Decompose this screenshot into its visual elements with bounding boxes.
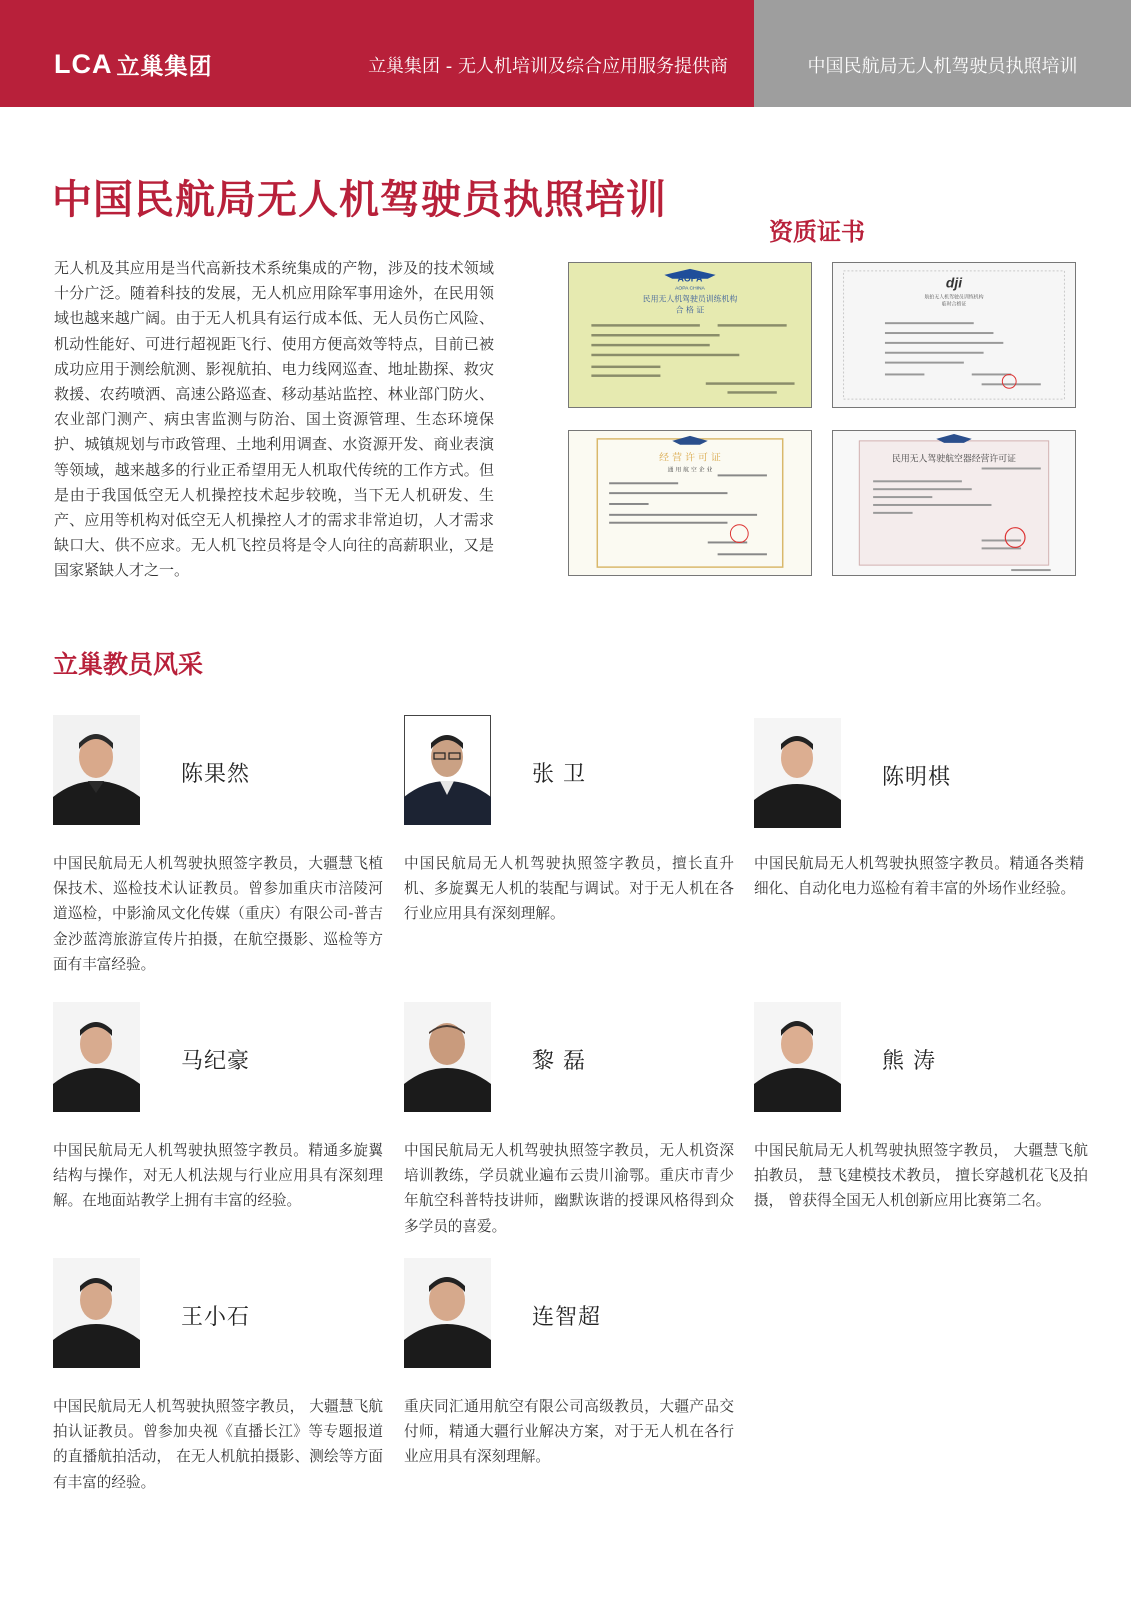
- instructor-photo: [404, 715, 491, 825]
- cert-logo: dji: [945, 275, 963, 291]
- instructor-photo: [404, 1258, 491, 1368]
- instructor-name: 陈果然: [181, 762, 251, 787]
- instructor-description: 中国民航局无人机驾驶执照签字教员，无人机资深培训教练，学员就业遍布云贵川渝鄂。重庆市青少年航空科普特技讲师，幽默诙谐的授课风格得到众多学员的喜爱。: [404, 1142, 734, 1235]
- instructor-photo: [53, 715, 140, 825]
- header-red-band: [0, 0, 754, 107]
- header-tagline: 立巢集团 - 无人机培训及综合应用服务提供商: [368, 56, 728, 77]
- instructor-name: 熊 涛: [882, 1049, 936, 1074]
- cert-subtitle: 临时合格证: [941, 301, 967, 308]
- logo-cn-text: 立巢集团: [116, 54, 213, 80]
- certificate-dji: [832, 262, 1076, 408]
- header-right-title: 中国民航局无人机驾驶员执照培训: [807, 56, 1078, 77]
- instructor-description: 重庆同汇通用航空有限公司高级教员，大疆产品交付师，精通大疆行业解决方案，对于无人机在各行业应用具有深刻理解。: [404, 1398, 734, 1466]
- intro-paragraph: 无人机及其应用是当代高新技术系统集成的产物，涉及的技术领域十分广泛。随着科技的发展，无人机应用除军事用途外，在民用领域也越来越广阔。由于无人机具有运行成本低、无人员伤亡风险、机动性能好、可进行超视距飞行、使用方便高效等特点，目前已被成功应用于测绘航测、影视航拍、电力线网巡查、地址勘探、救灾救援、农药喷洒、高速公路巡查、移动基站监控、林业部门防火、农业部门测产、病虫害监测与防治、国土资源管理、生态环境保护、城镇规划与市政管理、土地利用调查、水资源开发、商业表演等领域，越来越多的行业正希望用无人机取代传统的工作方式。但是由于我国低空无人机操控技术起步较晚，当下无人机研发、生产、应用等机构对低空无人机操控人才的需求非常迫切，人才需求缺口大、供不应求。无人机飞控员将是令人向往的高薪职业，又是国家紧缺人才之一。: [54, 259, 494, 580]
- cert-logo: AOPA: [677, 273, 703, 284]
- instructor-name: 连智超: [532, 1305, 602, 1330]
- cert-title: 民用无人机驾驶员训练机构: [642, 294, 738, 304]
- certificate-operating-license: [568, 430, 812, 576]
- instructor-description: 中国民航局无人机驾驶执照签字教员， 大疆慧飞航拍教员， 慧飞建模技术教员， 擅长穿越机花飞及拍摄， 曾获得全国无人机创新应用比赛第二名。: [754, 1142, 1088, 1210]
- cert-title: 民用无人驾驶航空器经营许可证: [891, 454, 1017, 465]
- instructor-description: 中国民航局无人机驾驶执照签字教员，擅长直升机、多旋翼无人机的装配与调试。对于无人机在各行业应用具有深刻理解。: [404, 855, 734, 923]
- instructors-section-title: 立巢教员风采: [53, 650, 204, 679]
- certificate-uav-operation-license: [832, 430, 1076, 576]
- instructor-description: 中国民航局无人机驾驶执照签字教员。精通各类精细化、自动化电力巡检有着丰富的外场作业经验。: [754, 855, 1084, 898]
- instructor-description: 中国民航局无人机驾驶执照签字教员，大疆慧飞植保技术、巡检技术认证教员。曾参加重庆市涪陵河道巡检，中影渝凤文化传媒（重庆）有限公司-普吉金沙蓝湾旅游宣传片拍摄，在航空摄影、巡检等方面有丰富经验。: [53, 855, 383, 973]
- instructor-description: 中国民航局无人机驾驶执照签字教员。精通多旋翼结构与操作，对无人机法规与行业应用具有深刻理解。在地面站教学上拥有丰富的经验。: [53, 1142, 383, 1210]
- instructor-photo: [404, 1002, 491, 1112]
- cert-logo-sub: AOPA CHINA: [675, 286, 705, 292]
- cert-subtitle: 通 用 航 空 企 业: [667, 467, 713, 474]
- instructor-name: 张 卫: [532, 762, 586, 787]
- instructor-photo: [754, 718, 841, 828]
- cert-title: 航拍无人机驾驶员训练机构: [924, 294, 984, 301]
- instructor-photo: [53, 1258, 140, 1368]
- cert-title: 经 营 许 可 证: [659, 452, 721, 464]
- certificate-aopa: [568, 262, 812, 408]
- instructor-name: 黎 磊: [532, 1049, 586, 1074]
- page-title: 中国民航局无人机驾驶员执照培训: [52, 177, 667, 223]
- logo-lca-text: LCA: [54, 49, 113, 79]
- instructor-photo: [53, 1002, 140, 1112]
- cert-subtitle: 合 格 证: [675, 305, 705, 315]
- header-gray-band: [754, 0, 1131, 107]
- instructor-photo: [754, 1002, 841, 1112]
- instructor-name: 陈明棋: [882, 765, 952, 790]
- page-header: [0, 0, 1131, 107]
- instructor-name: 马纪豪: [181, 1049, 251, 1074]
- instructor-description: 中国民航局无人机驾驶执照签字教员， 大疆慧飞航拍认证教员。曾参加央视《直播长江》等专题报道的直播航拍活动， 在无人机航拍摄影、测绘等方面有丰富的经验。: [53, 1398, 383, 1491]
- cert-section-title: 资质证书: [769, 218, 865, 246]
- lca-logo: [54, 48, 213, 81]
- instructor-name: 王小石: [181, 1305, 251, 1330]
